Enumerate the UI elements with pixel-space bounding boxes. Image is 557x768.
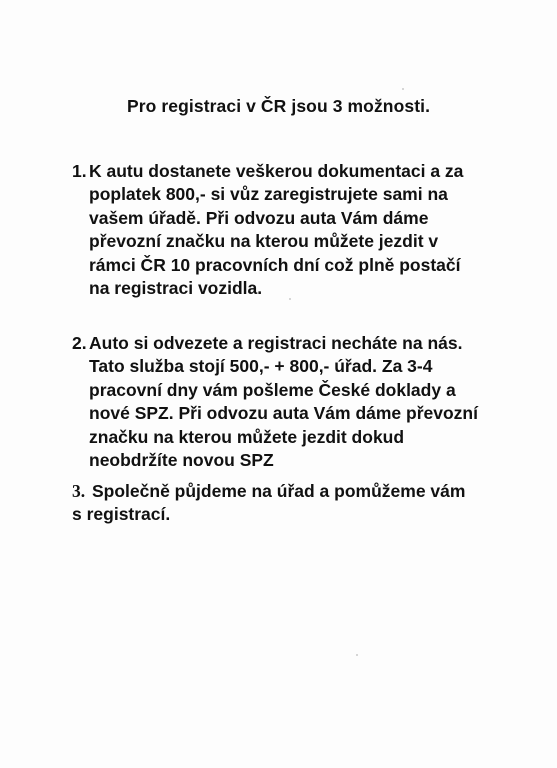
option-text-line: značku na kterou můžete jezdit dokud — [89, 426, 405, 447]
option-text-line: K autu dostanete veškerou dokumentaci a za — [89, 161, 464, 181]
scan-speck — [356, 654, 358, 656]
page-title: Pro registraci v ČR jsou 3 možnosti. — [126, 96, 431, 116]
option-text-line: Tato služba stojí 500,- + 800,- úřad. Za 3-4 — [89, 356, 433, 377]
option-text-line: neobdržíte novou SPZ — [89, 450, 274, 471]
option-text-line: Auto si odvezete a registraci necháte na nás. — [89, 333, 463, 353]
option-first-line — [72, 480, 542, 503]
scan-speck — [289, 298, 291, 300]
option-text-line: s registrací. — [72, 504, 171, 525]
option-text-line: na registraci vozidla. — [89, 278, 263, 299]
option-text-line: rámci ČR 10 pracovních dní což plně postačí — [89, 254, 461, 275]
option-first-line — [72, 332, 542, 355]
option-number: 3. — [72, 481, 86, 501]
option-number: 1. — [72, 161, 87, 181]
option-text-line: nové SPZ. Při odvozu auta Vám dáme převozní — [89, 403, 478, 424]
option-2 — [72, 332, 542, 472]
option-text-line: vašem úřadě. Při odvozu auta Vám dáme — [89, 207, 429, 228]
option-1 — [72, 160, 542, 300]
option-3 — [72, 480, 542, 527]
scan-speck — [402, 88, 404, 90]
option-text-line: poplatek 800,- si vůz zaregistrujete sami na — [89, 184, 448, 205]
option-text-line: pracovní dny vám pošleme České doklady a — [89, 379, 456, 400]
option-number: 2. — [72, 333, 87, 353]
option-text-line: převozní značku na kterou můžete jezdit v — [89, 231, 439, 252]
option-text-line: Společně půjdeme na úřad a pomůžeme vám — [92, 481, 466, 501]
option-first-line — [72, 160, 542, 183]
